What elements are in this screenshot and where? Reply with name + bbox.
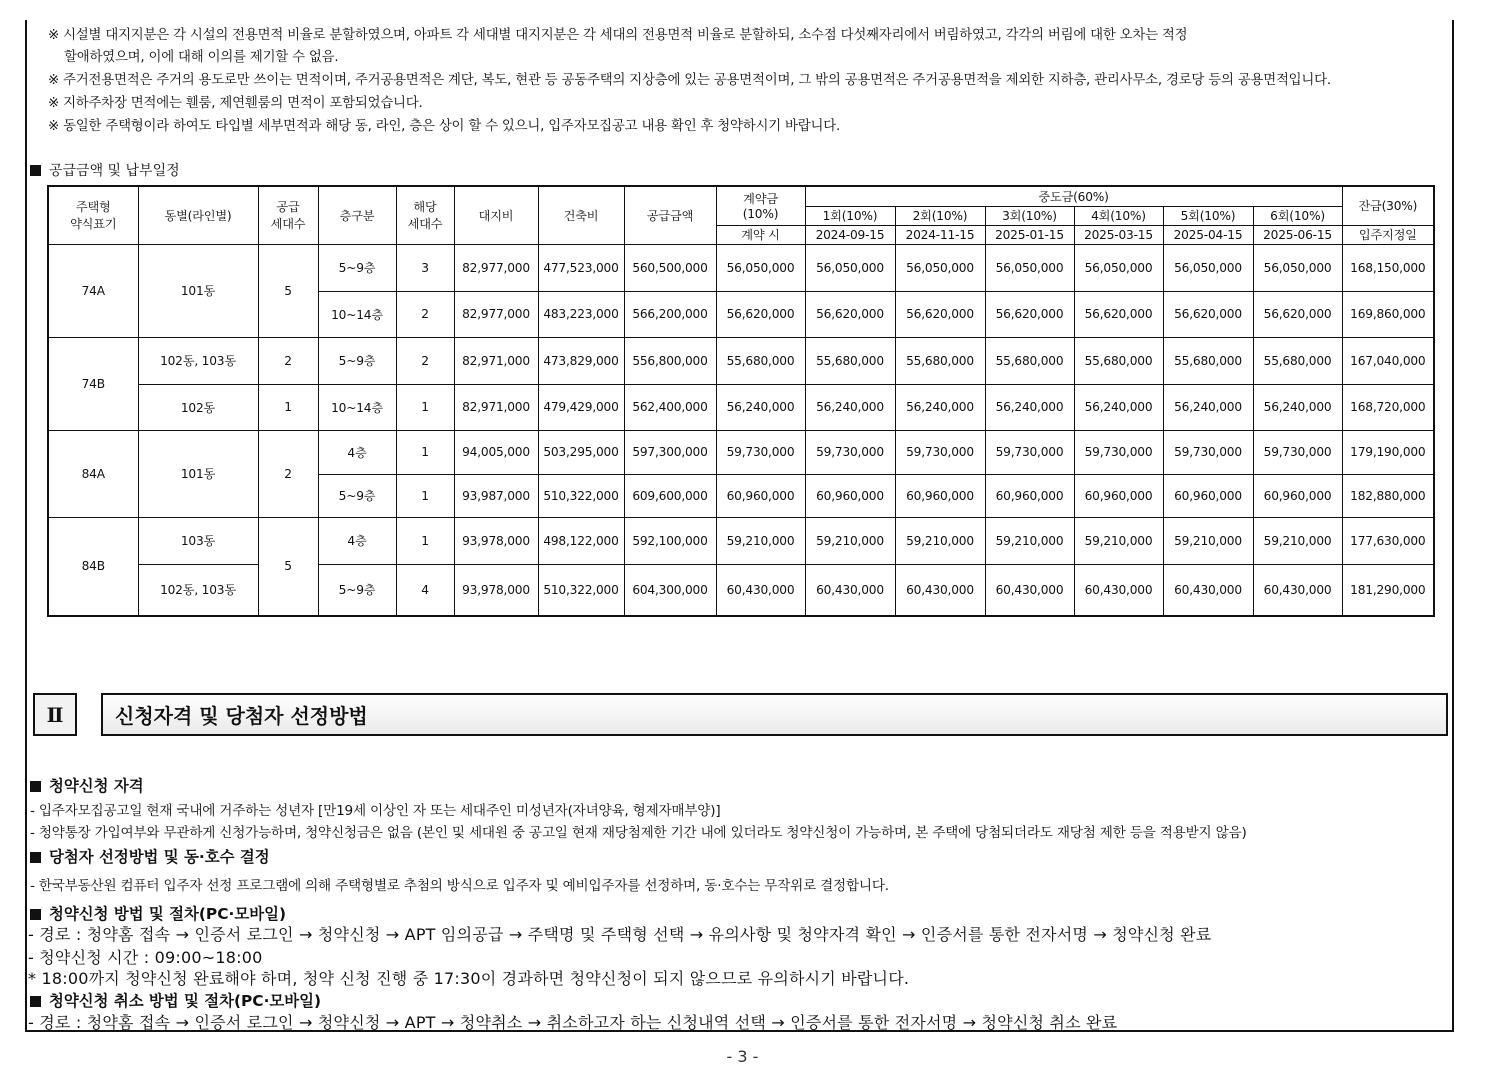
- cell-floor: 10~14층: [318, 384, 396, 430]
- cell-floor: 4층: [318, 430, 396, 474]
- cancel-line: - 경로 : 청약홈 접속 → 인증서 로그인 → 청약신청 → APT → 청약취소 → 취소하고자 하는 신청내역 선택 → 인증서를 통한 전자서명 → 청약신청 취소 완료: [28, 1013, 1118, 1032]
- cell-land: 82,977,000: [454, 244, 538, 291]
- method-title: 청약신청 방법 및 절차(PC·모바일): [30, 902, 286, 924]
- header-middle-3: 3회(10%): [985, 206, 1074, 225]
- cell-type: 84A: [48, 430, 138, 517]
- header-type: 주택형 약식표기: [48, 186, 138, 244]
- cell-build: 510,322,000: [538, 564, 624, 616]
- square-bullet-icon: [30, 165, 41, 176]
- cell-middle-4: 59,210,000: [1074, 517, 1163, 564]
- cell-middle-6: 56,050,000: [1253, 244, 1342, 291]
- cell-price: 604,300,000: [624, 564, 716, 616]
- header-land: 대지비: [454, 186, 538, 244]
- cell-middle-2: 59,730,000: [895, 430, 985, 474]
- cell-contract: 59,210,000: [716, 517, 805, 564]
- qualification-line-2: - 청약통장 가입여부와 무관하게 신청가능하며, 청약신청금은 없음 (본인 및 세대원 중 공고일 현재 재당첨제한 기간 내에 있더라도 청약신청이 가능하며, 본 주택에 당첨되더라도 재당첨 제한 등을 적용받지 않음): [30, 825, 1247, 841]
- cell-middle-1: 60,960,000: [805, 474, 895, 517]
- header-middle-1: 1회(10%): [805, 206, 895, 225]
- cell-count: 2: [396, 291, 454, 337]
- cell-balance: 168,720,000: [1342, 384, 1434, 430]
- cell-dong: 101동: [138, 244, 258, 337]
- header-middle-date-4: 2025-03-15: [1074, 225, 1163, 244]
- cell-contract: 60,960,000: [716, 474, 805, 517]
- table-row: [48, 384, 1434, 430]
- header-balance-when: 입주지정일: [1342, 225, 1434, 244]
- cell-dong: 102동: [138, 384, 258, 430]
- header-middle-date-6: 2025-06-15: [1253, 225, 1342, 244]
- header-middle-2: 2회(10%): [895, 206, 985, 225]
- cell-middle-1: 56,240,000: [805, 384, 895, 430]
- cell-land: 82,971,000: [454, 337, 538, 384]
- table-row: [48, 517, 1434, 564]
- square-bullet-icon: [30, 852, 41, 863]
- cell-middle-4: 56,240,000: [1074, 384, 1163, 430]
- cell-build: 477,523,000: [538, 244, 624, 291]
- cell-middle-2: 56,050,000: [895, 244, 985, 291]
- cell-middle-4: 59,730,000: [1074, 430, 1163, 474]
- cell-land: 93,987,000: [454, 474, 538, 517]
- cell-land: 82,971,000: [454, 384, 538, 430]
- supply-title-text: 공급금액 및 납부일정: [49, 163, 180, 179]
- cell-balance: 169,860,000: [1342, 291, 1434, 337]
- cell-middle-5: 59,210,000: [1163, 517, 1253, 564]
- cell-middle-5: 55,680,000: [1163, 337, 1253, 384]
- page-number: - 3 -: [726, 1047, 759, 1066]
- cancel-title: 청약신청 취소 방법 및 절차(PC·모바일): [30, 989, 321, 1011]
- selection-line: - 한국부동산원 컴퓨터 입주자 선정 프로그램에 의해 주택형별로 추첨의 방식으로 입주자 및 예비입주자를 선정하며, 동·호수는 무작위로 결정합니다.: [30, 878, 889, 894]
- cell-floor: 5~9층: [318, 244, 396, 291]
- cell-middle-3: 55,680,000: [985, 337, 1074, 384]
- header-middle-date-3: 2025-01-15: [985, 225, 1074, 244]
- cell-middle-4: 56,050,000: [1074, 244, 1163, 291]
- cell-middle-1: 60,430,000: [805, 564, 895, 616]
- cell-count: 1: [396, 474, 454, 517]
- table-row: [48, 337, 1434, 384]
- cell-units: 5: [258, 517, 318, 616]
- cell-middle-3: 56,620,000: [985, 291, 1074, 337]
- cell-price: 609,600,000: [624, 474, 716, 517]
- cell-dong: 103동: [138, 517, 258, 564]
- cell-balance: 181,290,000: [1342, 564, 1434, 616]
- square-bullet-icon: [30, 909, 41, 920]
- cell-middle-1: 59,210,000: [805, 517, 895, 564]
- header-price: 공급금액: [624, 186, 716, 244]
- header-middle-date-5: 2025-04-15: [1163, 225, 1253, 244]
- supply-title: [30, 160, 180, 180]
- supply-table: [47, 185, 1435, 617]
- header-dong: 동별(라인별): [138, 186, 258, 244]
- cell-count: 1: [396, 384, 454, 430]
- method-line-2: - 청약신청 시간 : 09:00~18:00: [28, 948, 263, 967]
- table-row: [48, 564, 1434, 616]
- header-build: 건축비: [538, 186, 624, 244]
- cell-units: 2: [258, 430, 318, 517]
- cell-middle-2: 56,620,000: [895, 291, 985, 337]
- table-row: [48, 244, 1434, 291]
- note-line-1: ※ 시설별 대지지분은 각 시설의 전용면적 비율로 분할하였으며, 아파트 각 세대별 대지지분은 각 세대의 전용면적 비율로 분할하되, 소수점 다섯째자리에서 버림하였고, 각각의 버림에 대한 오차는 적정: [48, 28, 1188, 43]
- cell-middle-5: 60,430,000: [1163, 564, 1253, 616]
- cell-floor: 4층: [318, 517, 396, 564]
- cell-middle-2: 60,430,000: [895, 564, 985, 616]
- cell-middle-6: 60,960,000: [1253, 474, 1342, 517]
- cell-middle-1: 59,730,000: [805, 430, 895, 474]
- cell-contract: 60,430,000: [716, 564, 805, 616]
- header-contract-when: 계약 시: [716, 225, 805, 244]
- square-bullet-icon: [30, 781, 41, 792]
- cell-build: 483,223,000: [538, 291, 624, 337]
- selection-title: 당첨자 선정방법 및 동·호수 결정: [30, 845, 270, 867]
- cell-type: 74B: [48, 337, 138, 430]
- cell-price: 597,300,000: [624, 430, 716, 474]
- cell-middle-3: 60,960,000: [985, 474, 1074, 517]
- header-row-1: [48, 186, 1434, 206]
- section-number: Ⅱ: [33, 693, 77, 736]
- cell-contract: 56,050,000: [716, 244, 805, 291]
- cell-middle-6: 56,240,000: [1253, 384, 1342, 430]
- cell-contract: 55,680,000: [716, 337, 805, 384]
- cell-middle-5: 59,730,000: [1163, 430, 1253, 474]
- header-middle-5: 5회(10%): [1163, 206, 1253, 225]
- cell-price: 556,800,000: [624, 337, 716, 384]
- cell-balance: 177,630,000: [1342, 517, 1434, 564]
- header-middle-date-2: 2024-11-15: [895, 225, 985, 244]
- cell-middle-4: 56,620,000: [1074, 291, 1163, 337]
- note-line-2: 할애하였으며, 이에 대해 이의를 제기할 수 없음.: [64, 50, 339, 65]
- cell-price: 592,100,000: [624, 517, 716, 564]
- cell-middle-2: 55,680,000: [895, 337, 985, 384]
- header-middle-4: 4회(10%): [1074, 206, 1163, 225]
- cell-land: 82,977,000: [454, 291, 538, 337]
- cell-middle-6: 56,620,000: [1253, 291, 1342, 337]
- cell-balance: 179,190,000: [1342, 430, 1434, 474]
- cell-floor: 5~9층: [318, 474, 396, 517]
- section-title: 신청자격 및 당첨자 선정방법: [101, 693, 1448, 736]
- cell-price: 562,400,000: [624, 384, 716, 430]
- method-line-1: - 경로 : 청약홈 접속 → 인증서 로그인 → 청약신청 → APT 임의공급 → 주택명 및 주택형 선택 → 유의사항 및 청약자격 확인 → 인증서를 통한 전자서명 → 청약신청 완료: [28, 925, 1212, 944]
- qualification-title: 청약신청 자격: [30, 774, 144, 796]
- cell-count: 3: [396, 244, 454, 291]
- cell-floor: 10~14층: [318, 291, 396, 337]
- cell-build: 473,829,000: [538, 337, 624, 384]
- cell-dong: 102동, 103동: [138, 337, 258, 384]
- cell-middle-1: 56,620,000: [805, 291, 895, 337]
- cell-type: 74A: [48, 244, 138, 337]
- cell-middle-4: 60,960,000: [1074, 474, 1163, 517]
- cell-middle-6: 59,210,000: [1253, 517, 1342, 564]
- cell-middle-1: 56,050,000: [805, 244, 895, 291]
- cell-balance: 167,040,000: [1342, 337, 1434, 384]
- cell-count: 1: [396, 430, 454, 474]
- cell-build: 498,122,000: [538, 517, 624, 564]
- qualification-line-1: - 입주자모집공고일 현재 국내에 거주하는 성년자 [만19세 이상인 자 또는 세대주인 미성년자(자녀양육, 형제자매부양)]: [30, 803, 721, 819]
- cell-contract: 56,620,000: [716, 291, 805, 337]
- cell-land: 94,005,000: [454, 430, 538, 474]
- cell-contract: 56,240,000: [716, 384, 805, 430]
- header-contract: 계약금 (10%): [716, 186, 805, 225]
- cell-middle-3: 56,240,000: [985, 384, 1074, 430]
- cell-middle-3: 60,430,000: [985, 564, 1074, 616]
- cell-floor: 5~9층: [318, 337, 396, 384]
- cell-middle-5: 56,620,000: [1163, 291, 1253, 337]
- cell-count: 2: [396, 337, 454, 384]
- header-middle-6: 6회(10%): [1253, 206, 1342, 225]
- header-floor: 층구분: [318, 186, 396, 244]
- cell-price: 560,500,000: [624, 244, 716, 291]
- cell-middle-5: 60,960,000: [1163, 474, 1253, 517]
- cell-build: 510,322,000: [538, 474, 624, 517]
- note-line-4: ※ 지하주차장 면적에는 휀룸, 제연휀룸의 면적이 포함되었습니다.: [48, 96, 423, 111]
- header-middle-date-1: 2024-09-15: [805, 225, 895, 244]
- method-line-3: * 18:00까지 청약신청 완료해야 하며, 청약 신청 진행 중 17:30이 경과하면 청약신청이 되지 않으므로 유의하시기 바랍니다.: [28, 969, 910, 988]
- header-middle: 중도금(60%): [805, 186, 1342, 206]
- cell-build: 479,429,000: [538, 384, 624, 430]
- cell-count: 4: [396, 564, 454, 616]
- cell-middle-3: 56,050,000: [985, 244, 1074, 291]
- cell-land: 93,978,000: [454, 564, 538, 616]
- cell-middle-3: 59,730,000: [985, 430, 1074, 474]
- cell-middle-6: 55,680,000: [1253, 337, 1342, 384]
- cell-middle-1: 55,680,000: [805, 337, 895, 384]
- cell-balance: 168,150,000: [1342, 244, 1434, 291]
- cell-units: 1: [258, 384, 318, 430]
- note-line-3: ※ 주거전용면적은 주거의 용도로만 쓰이는 면적이며, 주거공용면적은 계단, 복도, 현관 등 공동주택의 지상층에 있는 공용면적이며, 그 밖의 공용면적은 주거공용면적을 제외한 지하층, 관리사무소, 경로당 등의 공용면적입니다.: [48, 73, 1331, 88]
- cell-middle-6: 59,730,000: [1253, 430, 1342, 474]
- cell-middle-4: 60,430,000: [1074, 564, 1163, 616]
- cell-type: 84B: [48, 517, 138, 616]
- cell-count: 1: [396, 517, 454, 564]
- cell-middle-6: 60,430,000: [1253, 564, 1342, 616]
- header-count: 해당 세대수: [396, 186, 454, 244]
- cell-middle-5: 56,240,000: [1163, 384, 1253, 430]
- cell-dong: 101동: [138, 430, 258, 517]
- cell-dong: 102동, 103동: [138, 564, 258, 616]
- cell-price: 566,200,000: [624, 291, 716, 337]
- cell-build: 503,295,000: [538, 430, 624, 474]
- cell-middle-3: 59,210,000: [985, 517, 1074, 564]
- cell-units: 5: [258, 244, 318, 337]
- header-balance: 잔금(30%): [1342, 186, 1434, 225]
- cell-middle-2: 56,240,000: [895, 384, 985, 430]
- header-units: 공급 세대수: [258, 186, 318, 244]
- cell-middle-2: 59,210,000: [895, 517, 985, 564]
- cell-floor: 5~9층: [318, 564, 396, 616]
- cell-middle-2: 60,960,000: [895, 474, 985, 517]
- cell-land: 93,978,000: [454, 517, 538, 564]
- cell-middle-4: 55,680,000: [1074, 337, 1163, 384]
- table-row: [48, 430, 1434, 474]
- note-line-5: ※ 동일한 주택형이라 하여도 타입별 세부면적과 해당 동, 라인, 층은 상이 할 수 있으니, 입주자모집공고 내용 확인 후 청약하시기 바랍니다.: [48, 119, 841, 134]
- cell-balance: 182,880,000: [1342, 474, 1434, 517]
- cell-units: 2: [258, 337, 318, 384]
- square-bullet-icon: [30, 996, 41, 1007]
- cell-middle-5: 56,050,000: [1163, 244, 1253, 291]
- cell-contract: 59,730,000: [716, 430, 805, 474]
